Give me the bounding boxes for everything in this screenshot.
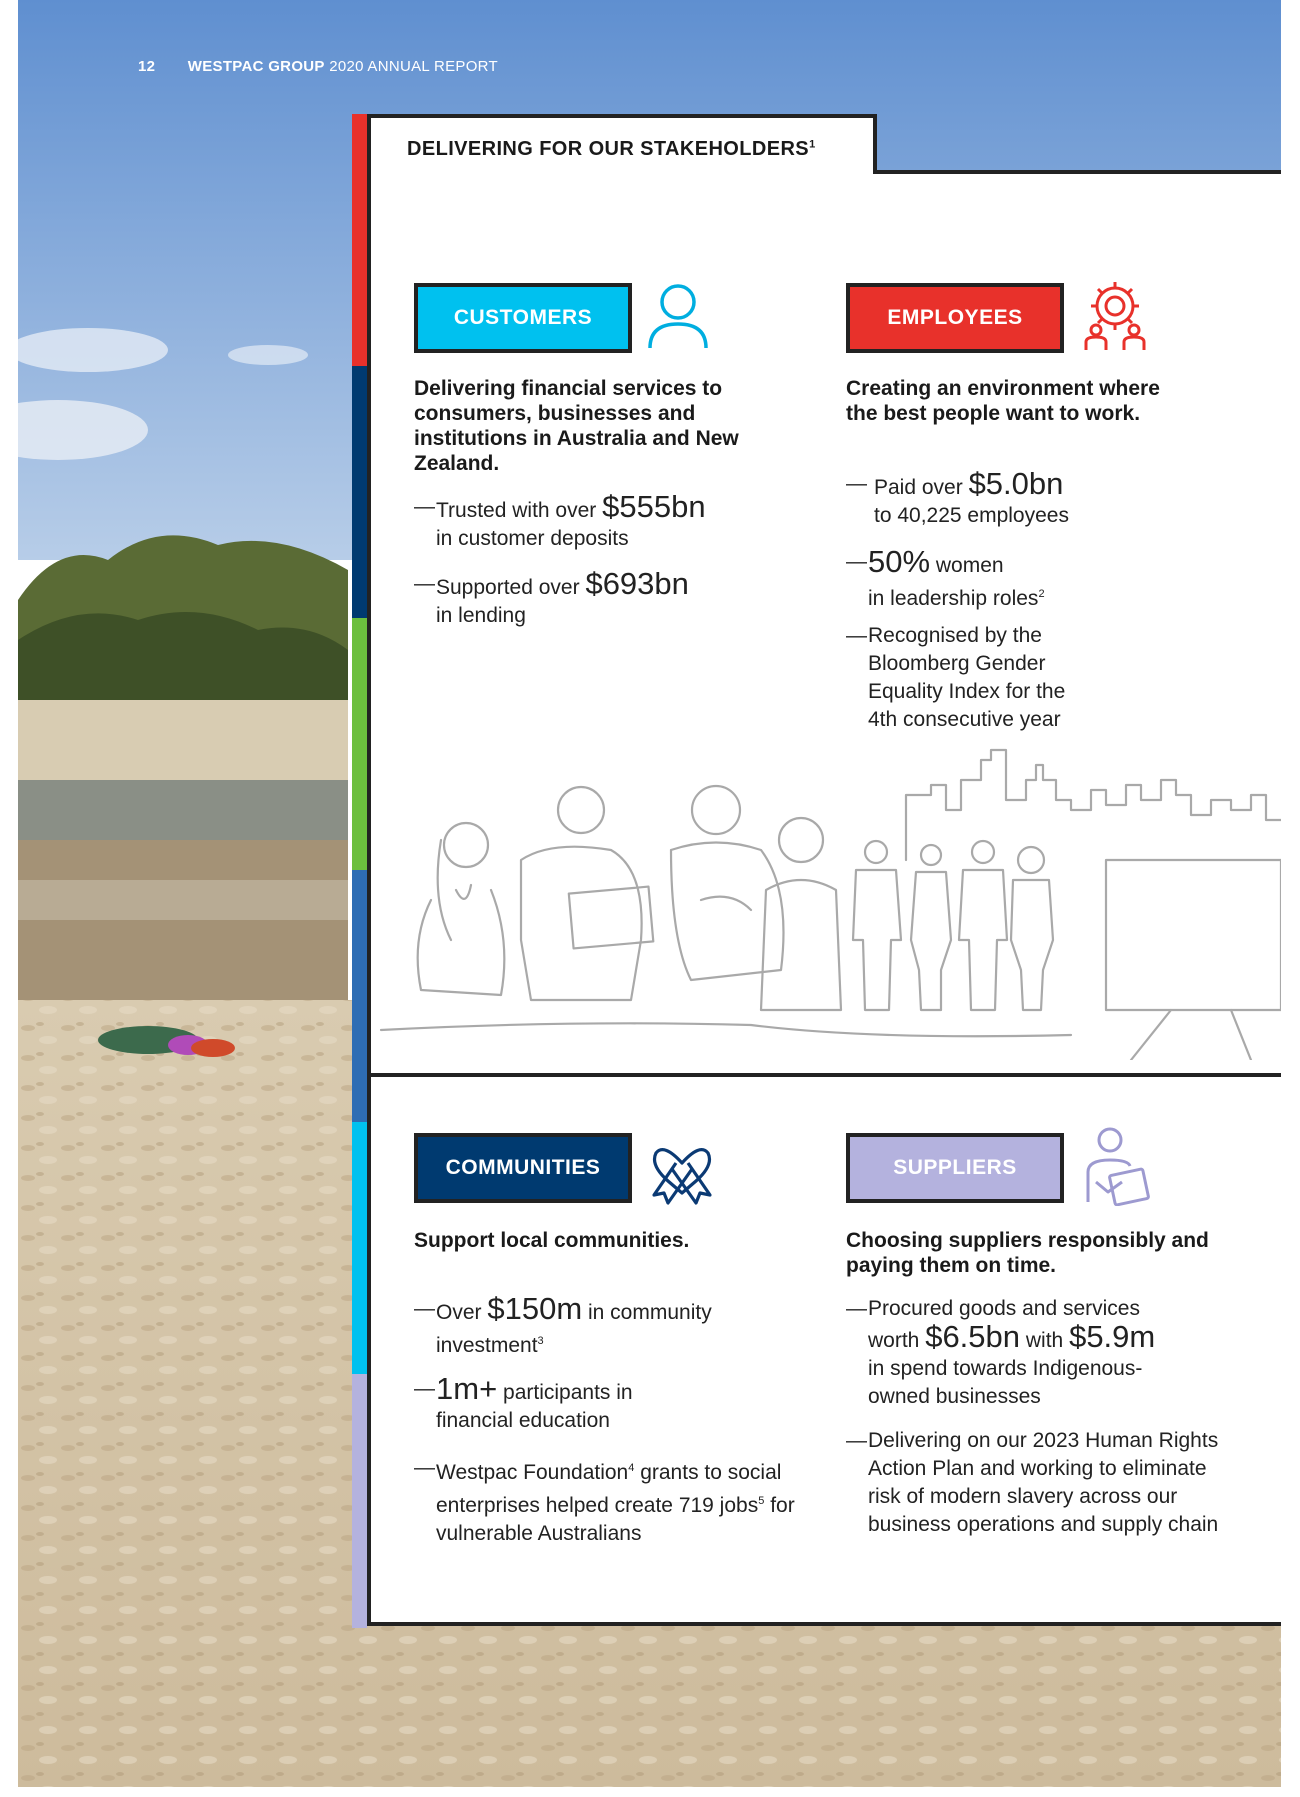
suppliers-heading: Choosing suppliers responsibly and paying them on time. [846, 1229, 1209, 1277]
employees-heading: Creating an environment where the best people want to work. [846, 377, 1160, 425]
report-name: 2020 ANNUAL REPORT [329, 58, 499, 75]
page-header [138, 58, 498, 75]
page-title: DELIVERING FOR OUR STAKEHOLDERS$^1$ [407, 138, 816, 160]
suppliers-label: SUPPLIERS [846, 1133, 1064, 1203]
page-number: 12 [138, 58, 156, 75]
communities-heading: Support local communities. [414, 1229, 690, 1252]
customers-item-deposits: — Trusted with over $555bn in customer deposits [414, 489, 706, 550]
people-city-illustration [371, 740, 1281, 1060]
customers-label: CUSTOMERS [414, 283, 632, 353]
communities-item-participants: — 1m+ participants in financial education [414, 1371, 633, 1432]
employees-item-women: — 50% women in leadership roles$^2$ [846, 544, 1045, 610]
communities-label: COMMUNITIES [414, 1133, 632, 1203]
suppliers-item-human-rights: — Delivering on our 2023 Human Rights Action Plan and working to eliminate risk of modern slavery across our business operations and supply chain [846, 1429, 1219, 1536]
communities-item-investment: — Over $150m in community investment$^3$ [414, 1291, 712, 1357]
color-bar [352, 114, 367, 1628]
company-name: WESTPAC GROUP [187, 58, 325, 75]
suppliers-item-procured: — Procured goods and services worth $6.5bn with $5.9m in spend towards Indigenous-owned businesses [846, 1297, 1156, 1408]
customers-heading: Delivering financial services to consumers, businesses and institutions in Australia and New Zealand. [414, 377, 739, 475]
person-clipboard-icon [1082, 1126, 1150, 1206]
customers-item-lending: — Supported over $693bn in lending [414, 566, 689, 627]
heart-ribbon-icon [650, 1133, 714, 1207]
communities-item-foundation: — Westpac Foundation$^4$ grants to social enterprises helped create 719 jobs$^5$ for vulnerable Australians [414, 1456, 795, 1545]
employees-label: EMPLOYEES [846, 283, 1064, 353]
team-gear-icon [1082, 280, 1148, 352]
title-tab [367, 114, 877, 174]
employees-item-paid: — Paid over $5.0bn to 40,225 employees [846, 466, 1069, 527]
person-icon [646, 282, 710, 350]
employees-item-bloomberg: — Recognised by the Bloomberg Gender Equality Index for the 4th consecutive year [846, 624, 1066, 731]
section-divider [367, 1073, 1281, 1077]
